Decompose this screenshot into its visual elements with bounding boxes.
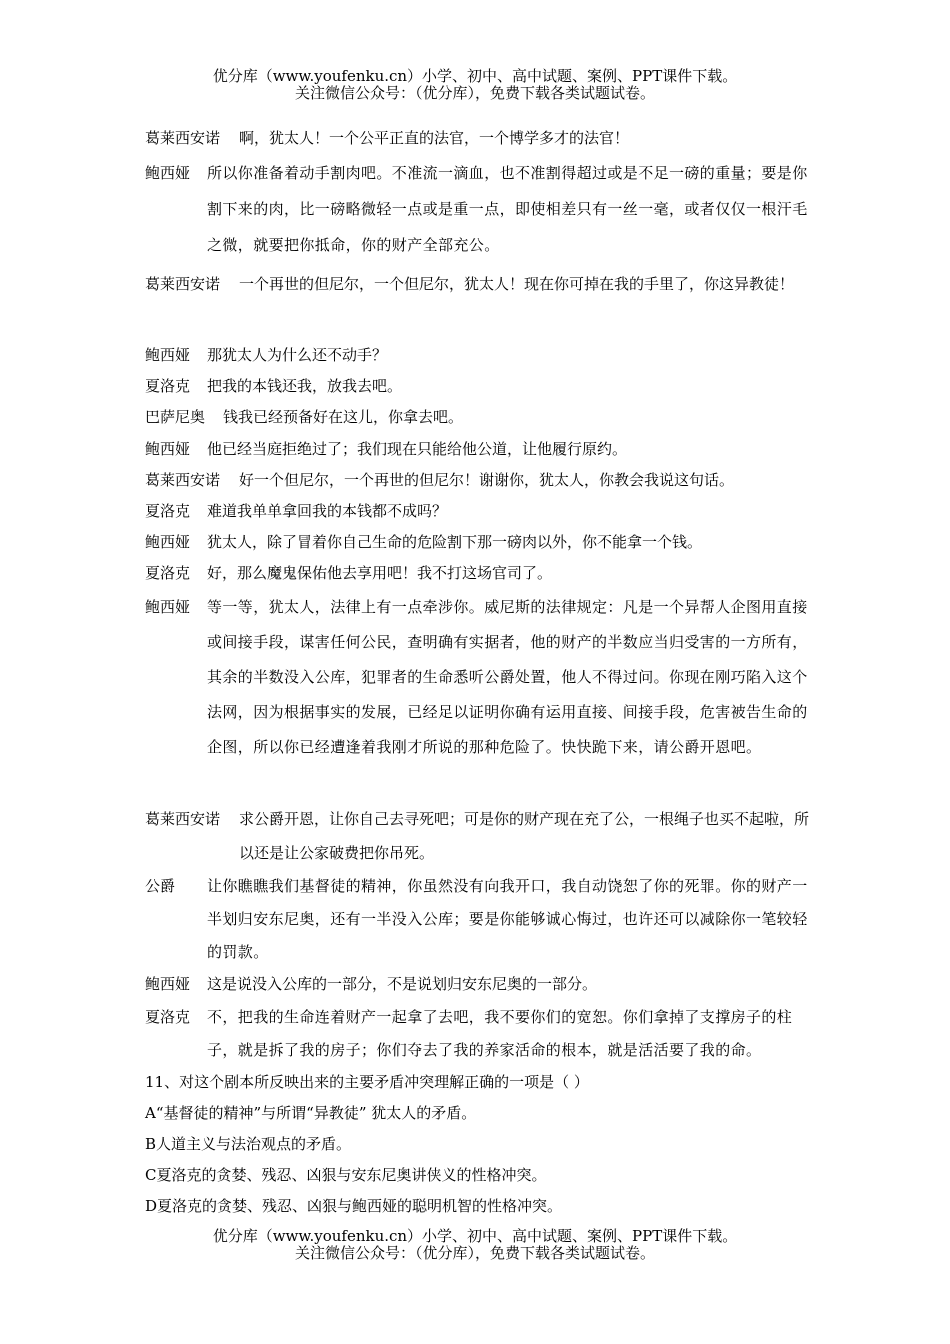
speech-text: 等一等，犹太人，法律上有一点牵涉你。威尼斯的法律规定：凡是一个异帮人企图用直接或间接手段，谋害任何公民，查明确有实据者，他的财产的半数应当归受害的一方所有，其余的半数没入公库，犯罪者的生命悉听公爵处置，他人不得过问。你现在刚巧陷入这个法网，因为根据事实的发展，已经足以证明你确有运用直接、间接手段，危害被告生命的企图，所以你已经遭逢着我刚才所说的那种危险了。快快跪下来，请公爵开恩吧。 bbox=[207, 598, 808, 756]
speech-text: 这是说没入公库的一部分，不是说划归安东尼奥的一部分。 bbox=[207, 975, 598, 993]
dialogue-line bbox=[145, 969, 813, 1001]
option-c: C夏洛克的贪婪、残忍、凶狠与安东尼奥讲侠义的性格冲突。 bbox=[145, 1166, 547, 1184]
speech-text: 不，把我的生命连着财产一起拿了去吧，我不要你们的宽恕。你们拿掉了支撑房子的柱子，就是拆了我的房子；你们夺去了我的养家活命的根本，就是活活要了我的命。 bbox=[207, 1008, 793, 1059]
dialogue-line bbox=[145, 802, 813, 870]
speech-text: 那犹太人为什么还不动手？ bbox=[207, 346, 388, 364]
document-body bbox=[145, 122, 813, 1222]
dialogue-line bbox=[145, 558, 813, 590]
speech-text: 好，那么魔鬼保佑他去享用吧！我不打这场官司了。 bbox=[207, 564, 553, 582]
dialogue-line bbox=[145, 371, 813, 402]
speaker-name: 鲍西娅 bbox=[145, 975, 191, 993]
header-line-2: 关注微信公众号：（优分库），免费下载各类试题试卷。 bbox=[294, 84, 655, 102]
dialogue-line bbox=[145, 527, 813, 558]
speaker-name: 葛莱西安诺 bbox=[145, 129, 221, 147]
speaker-name: 鲍西娅 bbox=[145, 164, 191, 182]
speaker-name: 鲍西娅 bbox=[145, 598, 191, 616]
speaker-name: 鲍西娅 bbox=[145, 440, 191, 458]
dialogue-line bbox=[145, 465, 813, 496]
speaker-name: 夏洛克 bbox=[145, 564, 191, 582]
speech-text: 让你瞧瞧我们基督徒的精神，你虽然没有向我开口，我自动饶恕了你的死罪。你的财产一半划归安东尼奥，还有一半没入公库；要是你能够诚心悔过，也许还可以减除你一笔较轻的罚款。 bbox=[207, 877, 808, 961]
footer-line-2: 关注微信公众号：（优分库），免费下载各类试题试卷。 bbox=[294, 1244, 655, 1262]
speaker-name: 葛莱西安诺 bbox=[145, 471, 221, 489]
page-header bbox=[0, 68, 950, 102]
speaker-name: 鲍西娅 bbox=[145, 533, 191, 551]
speech-text: 好一个但尼尔，一个再世的但尼尔！谢谢你，犹太人，你教会我说这句话。 bbox=[239, 471, 735, 489]
speaker-name: 葛莱西安诺 bbox=[145, 810, 221, 828]
speaker-name: 夏洛克 bbox=[145, 1008, 191, 1026]
speech-text: 犹太人，除了冒着你自己生命的危险割下那一磅肉以外，你不能拿一个钱。 bbox=[207, 533, 703, 551]
dialogue-line bbox=[145, 870, 813, 969]
speech-text: 一个再世的但尼尔，一个但尼尔，犹太人！现在你可掉在我的手里了，你这异教徒！ bbox=[239, 275, 795, 293]
speech-text: 所以你准备着动手割肉吧。不准流一滴血，也不准割得超过或是不足一磅的重量；要是你割下来的肉，比一磅略微轻一点或是重一点，即使相差只有一丝一毫，或者仅仅一根汗毛之微，就要把你抵命，你的财产全部充公。 bbox=[207, 164, 808, 254]
dialogue-line bbox=[145, 267, 813, 340]
dialogue-line bbox=[145, 122, 813, 155]
speaker-name: 夏洛克 bbox=[145, 502, 191, 520]
speech-text: 他已经当庭拒绝过了；我们现在只能给他公道，让他履行原约。 bbox=[207, 440, 628, 458]
footer-line-1: 优分库（www.youfenku.cn）小学、初中、高中试题、案例、PPT课件下载。 bbox=[212, 1227, 738, 1245]
dialogue-line bbox=[145, 155, 813, 267]
speaker-name: 葛莱西安诺 bbox=[145, 275, 221, 293]
option-a: A“基督徒的精神”与所谓“异教徒” 犹太人的矛盾。 bbox=[145, 1104, 477, 1122]
dialogue-line bbox=[145, 434, 813, 465]
speaker-name: 鲍西娅 bbox=[145, 346, 191, 364]
page-footer bbox=[0, 1228, 950, 1262]
speech-text: 把我的本钱还我，放我去吧。 bbox=[207, 377, 403, 395]
speech-text: 难道我单单拿回我的本钱都不成吗？ bbox=[207, 502, 448, 520]
dialogue-line bbox=[145, 496, 813, 527]
question-stem: 11、对这个剧本所反映出来的主要矛盾冲突理解正确的一项是（ ） bbox=[145, 1073, 589, 1091]
speech-text: 求公爵开恩，让你自己去寻死吧；可是你的财产现在充了公，一根绳子也买不起啦，所以还是让公家破费把你吊死。 bbox=[239, 810, 810, 862]
speaker-name: 夏洛克 bbox=[145, 377, 191, 395]
speaker-name: 巴萨尼奥 bbox=[145, 408, 206, 426]
option-b: B人道主义与法治观点的矛盾。 bbox=[145, 1135, 352, 1153]
speech-text: 钱我已经预备好在这儿，你拿去吧。 bbox=[223, 408, 464, 426]
speaker-name: 公爵 bbox=[145, 877, 176, 895]
dialogue-line bbox=[145, 340, 813, 371]
question bbox=[145, 1067, 813, 1222]
header-line-1: 优分库（www.youfenku.cn）小学、初中、高中试题、案例、PPT课件下载。 bbox=[212, 67, 738, 85]
option-d: D夏洛克的贪婪、残忍、凶狠与鲍西娅的聪明机智的性格冲突。 bbox=[145, 1197, 563, 1215]
speech-text: 啊，犹太人！一个公平正直的法官，一个博学多才的法官！ bbox=[239, 129, 630, 147]
dialogue-line bbox=[145, 1001, 813, 1067]
dialogue-line bbox=[145, 402, 813, 434]
dialogue-line bbox=[145, 590, 813, 802]
